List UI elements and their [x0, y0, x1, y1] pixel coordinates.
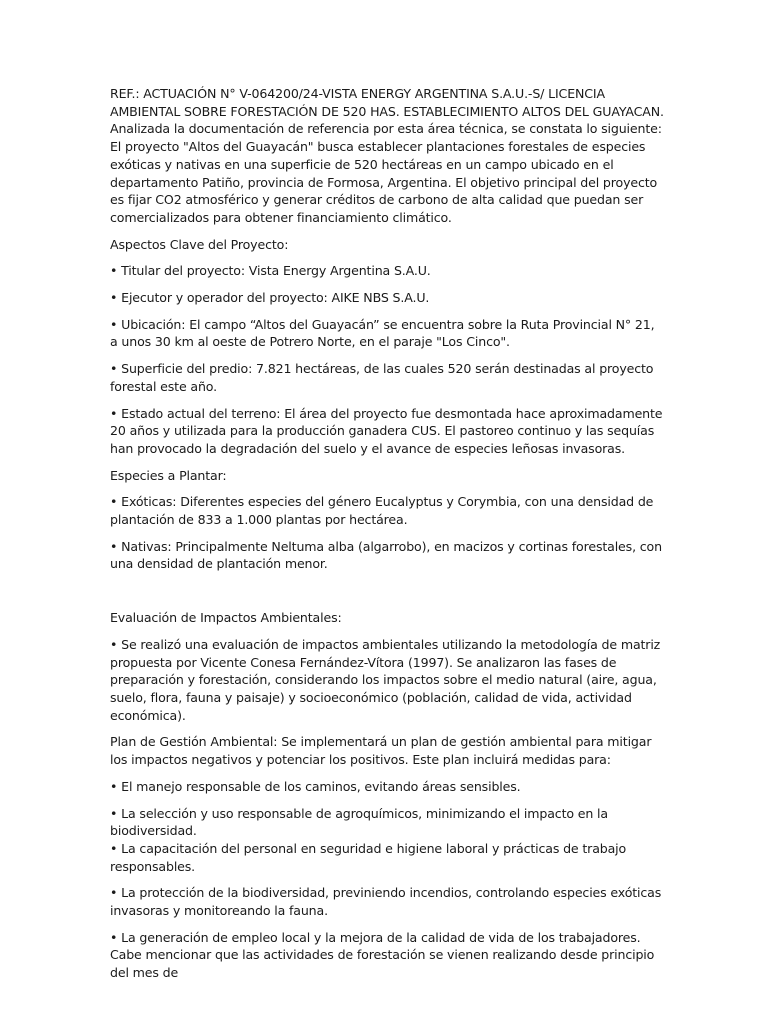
impacts-paragraph: • Se realizó una evaluación de impactos ambientales utilizando la metodología de matriz propuesta por Vicente Conesa Fernández-Vítora (1997). Se analizaron las fases de preparación y forestación, considerando los impactos sobre el medio natural (aire, agua, suelo, flora, fauna y paisaje) y socioeconómico (población, calidad de vida, actividad económica).: [110, 636, 661, 723]
intro-paragraph: REF.: ACTUACIÓN N° V-064200/24-VISTA ENERGY ARGENTINA S.A.U.-S/ LICENCIA AMBIENTAL SOBRE FORESTACIÓN DE 520 HAS. ESTABLECIMIENTO ALTOS DEL GUAYACAN. Analizada la documentación de referencia por esta área técnica, se constata lo siguiente: El proyecto "Altos del Guayacán" busca establecer plantaciones forestales de especies exóticas y nativas en una superficie de 520 hectáreas en un campo ubicado en el departamento Patiño, provincia de Formosa, Argentina. El objetivo principal del proyecto es fijar CO2 atmosférico y generar créditos de carbono de alta calidad que puedan ser comercializados para obtener financiamiento climático.: [110, 86, 664, 225]
key-aspect-estado: • Estado actual del terreno: El área del proyecto fue desmontada hace aproximadamente 20 años y utilizada para la producción ganadera CUS. El pastoreo continuo y las sequías han provocado la degradación del suelo y el avance de especies leñosas invasoras.: [110, 405, 663, 456]
measure-agrochemicals: • La selección y uso responsable de agroquímicos, minimizando el impacto en la biodiversidad.: [110, 805, 608, 839]
blank-line: [110, 582, 665, 609]
measure-roads: • El manejo responsable de los caminos, evitando áreas sensibles.: [110, 778, 521, 794]
impacts-heading: Evaluación de Impactos Ambientales:: [110, 610, 342, 626]
key-aspects-heading: Aspectos Clave del Proyecto:: [110, 236, 289, 252]
key-aspect-ejecutor: • Ejecutor y operador del proyecto: AIKE NBS S.A.U.: [110, 290, 430, 306]
management-plan-paragraph: Plan de Gestión Ambiental: Se implementará un plan de gestión ambiental para mitigar los impactos negativos y potenciar los positivos. Este plan incluirá medidas para:: [110, 734, 652, 768]
key-aspect-titular: • Titular del proyecto: Vista Energy Argentina S.A.U.: [110, 263, 431, 279]
species-nativas: • Nativas: Principalmente Neltuma alba (algarrobo), en macizos y cortinas forestales, con una densidad de plantación menor.: [110, 538, 662, 572]
measure-employment: • La generación de empleo local y la mejora de la calidad de vida de los trabajadores. Cabe mencionar que las actividades de forestación se vienen realizando desde principio del mes de: [110, 929, 655, 981]
measure-biodiversity: • La protección de la biodiversidad, previniendo incendios, controlando especies exóticas invasoras y monitoreando la fauna.: [110, 885, 662, 919]
key-aspect-ubicacion: • Ubicación: El campo “Altos del Guayacán” se encuentra sobre la Ruta Provincial N° 21, a unos 30 km al oeste de Potrero Norte, en el paraje "Los Cinco".: [110, 316, 655, 350]
species-heading: Especies a Plantar:: [110, 467, 227, 483]
measure-training: • La capacitación del personal en seguridad e higiene laboral y prácticas de trabajo responsables.: [110, 840, 627, 874]
document-page: [110, 85, 665, 991]
species-exoticas: • Exóticas: Diferentes especies del género Eucalyptus y Corymbia, con una densidad de plantación de 833 a 1.000 plantas por hectárea.: [110, 494, 654, 528]
key-aspect-superficie: • Superficie del predio: 7.821 hectáreas, de las cuales 520 serán destinadas al proyecto forestal este año.: [110, 361, 654, 394]
